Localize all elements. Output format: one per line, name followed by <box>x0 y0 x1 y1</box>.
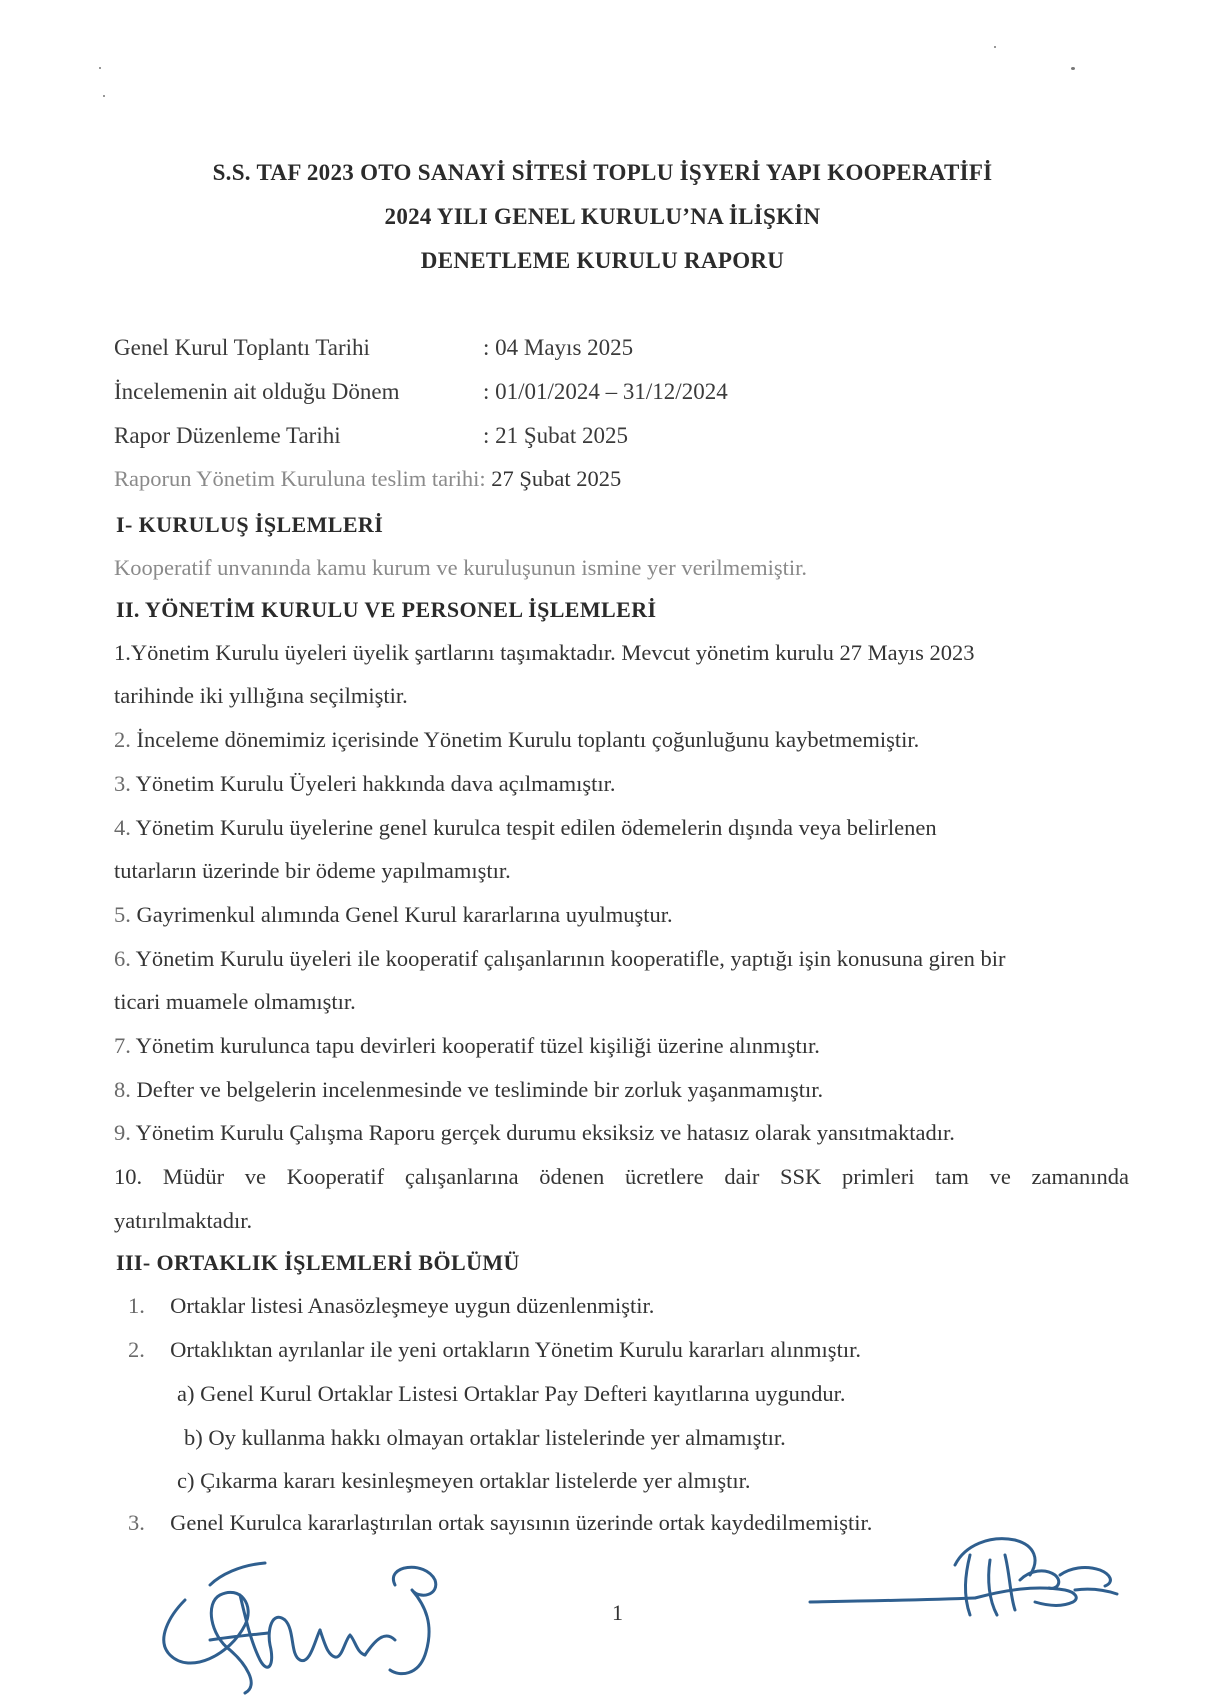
meeting-date-label: Genel Kurul Toplantı Tarihi <box>114 335 370 360</box>
section-2-item-1-line-2: tarihinde iki yıllığına seçilmiştir. <box>114 683 408 708</box>
section-2-item-9 <box>114 1120 955 1146</box>
meeting-date-value: : 04 Mayıs 2025 <box>483 335 634 360</box>
section-2-item-10-line-2: yatırılmaktadır. <box>114 1208 253 1233</box>
delivery-date-label: Raporun Yönetim Kuruluna teslim tarihi: <box>114 466 486 491</box>
section-3-sub-item-a: a) Genel Kurul Ortaklar Listesi Ortaklar Pay Defteri kayıtlarına uygundur. <box>177 1381 846 1406</box>
section-3-item-1 <box>128 1293 654 1319</box>
section-2-item-1-line-1: 1.Yönetim Kurulu üyeleri üyelik şartlarını taşımaktadır. Mevcut yönetim kurulu 27 Mayıs 2023 <box>114 640 975 665</box>
item-text: Yönetim kurulunca tapu devirleri kooperatif tüzel kişiliği üzerine alınmıştır. <box>135 1033 820 1058</box>
item-number: 1. <box>128 1293 145 1318</box>
item-text: Ortaklıktan ayrılanlar ile yeni ortakların Yönetim Kurulu kararları alınmıştır. <box>170 1337 861 1362</box>
item-number: 3. <box>114 771 131 796</box>
document-title-line-1: S.S. TAF 2023 OTO SANAYİ SİTESİ TOPLU İŞYERİ YAPI KOOPERATİFİ <box>212 160 993 185</box>
section-2-item-4-line-1 <box>114 815 937 841</box>
item-number: 2. <box>128 1337 145 1362</box>
item-number: 6. <box>114 946 131 971</box>
document-title-line-3: DENETLEME KURULU RAPORU <box>420 248 785 273</box>
item-number: 5. <box>114 902 131 927</box>
section-3-item-2 <box>128 1337 861 1363</box>
scan-speck <box>1071 67 1075 70</box>
scan-speck <box>994 46 996 48</box>
delivery-date-value: 27 Şubat 2025 <box>491 466 622 491</box>
delivery-date-line <box>114 466 621 492</box>
item-text: Defter ve belgelerin incelenmesinde ve tesliminde bir zorluk yaşanmamıştır. <box>136 1077 824 1102</box>
section-2-item-2 <box>114 727 919 753</box>
item-number: 7. <box>114 1033 131 1058</box>
section-2-item-6-line-1 <box>114 946 1005 972</box>
item-number: 3. <box>128 1510 145 1535</box>
signature-right <box>805 1520 1125 1630</box>
signature-left <box>150 1545 460 1695</box>
section-2-item-4-line-2: tutarların üzerinde bir ödeme yapılmamıştır. <box>114 858 511 883</box>
item-text: Yönetim Kurulu üyelerine genel kurulca tespit edilen ödemelerin dışında veya belirlenen <box>135 815 937 840</box>
section-2-item-3 <box>114 771 616 797</box>
section-3-sub-item-c: c) Çıkarma kararı kesinleşmeyen ortaklar listelerde yer almıştır. <box>177 1468 751 1493</box>
item-text: Genel Kurulca kararlaştırılan ortak sayısının üzerinde ortak kaydedilmemiştir. <box>170 1510 873 1535</box>
section-2-item-6-line-2: ticari muamele olmamıştır. <box>114 989 356 1014</box>
report-date-value: : 21 Şubat 2025 <box>483 423 629 448</box>
section-3-item-3 <box>128 1510 872 1536</box>
report-date-label: Rapor Düzenleme Tarihi <box>114 423 341 448</box>
section-1-heading: I- KURULUŞ İŞLEMLERİ <box>116 512 384 537</box>
item-text: Yönetim Kurulu Çalışma Raporu gerçek durumu eksiksiz ve hatasız olarak yansıtmaktadır. <box>135 1120 955 1145</box>
scan-speck <box>103 95 105 97</box>
item-number: 4. <box>114 815 131 840</box>
section-2-item-5 <box>114 902 673 928</box>
section-2-item-8 <box>114 1077 823 1103</box>
item-text: Yönetim Kurulu üyeleri ile kooperatif çalışanlarının kooperatifle, yaptığı işin konusuna giren bir <box>135 946 1006 971</box>
section-3-sub-item-b: b) Oy kullanma hakkı olmayan ortaklar listelerinde yer almamıştır. <box>184 1425 786 1450</box>
document-title-line-2: 2024 YILI GENEL KURULU’NA İLİŞKİN <box>384 204 821 229</box>
period-label: İncelemenin ait olduğu Dönem <box>114 379 400 404</box>
item-number: 2. <box>114 727 131 752</box>
section-3-heading: III- ORTAKLIK İŞLEMLERİ BÖLÜMÜ <box>116 1250 520 1275</box>
item-number: 8. <box>114 1077 131 1102</box>
item-number: 9. <box>114 1120 131 1145</box>
page-number: 1 <box>612 1600 623 1625</box>
item-text: Ortaklar listesi Anasözleşmeye uygun düzenlenmiştir. <box>170 1293 655 1318</box>
scan-speck <box>99 67 101 69</box>
section-1-text: Kooperatif unvanında kamu kurum ve kuruluşunun ismine yer verilmemiştir. <box>114 555 807 580</box>
item-text: Yönetim Kurulu Üyeleri hakkında dava açılmamıştır. <box>135 771 616 796</box>
period-value: : 01/01/2024 – 31/12/2024 <box>483 379 728 404</box>
section-2-item-7 <box>114 1033 820 1059</box>
section-2-heading: II. YÖNETİM KURULU VE PERSONEL İŞLEMLERİ <box>116 597 657 622</box>
section-2-item-10-line-1: 10. Müdür ve Kooperatif çalışanlarına ödenen ücretlere dair SSK primleri tam ve zamanında <box>114 1164 1129 1189</box>
item-text: İnceleme dönemimiz içerisinde Yönetim Kurulu toplantı çoğunluğunu kaybetmemiştir. <box>136 727 920 752</box>
item-text: Gayrimenkul alımında Genel Kurul kararlarına uyulmuştur. <box>136 902 673 927</box>
